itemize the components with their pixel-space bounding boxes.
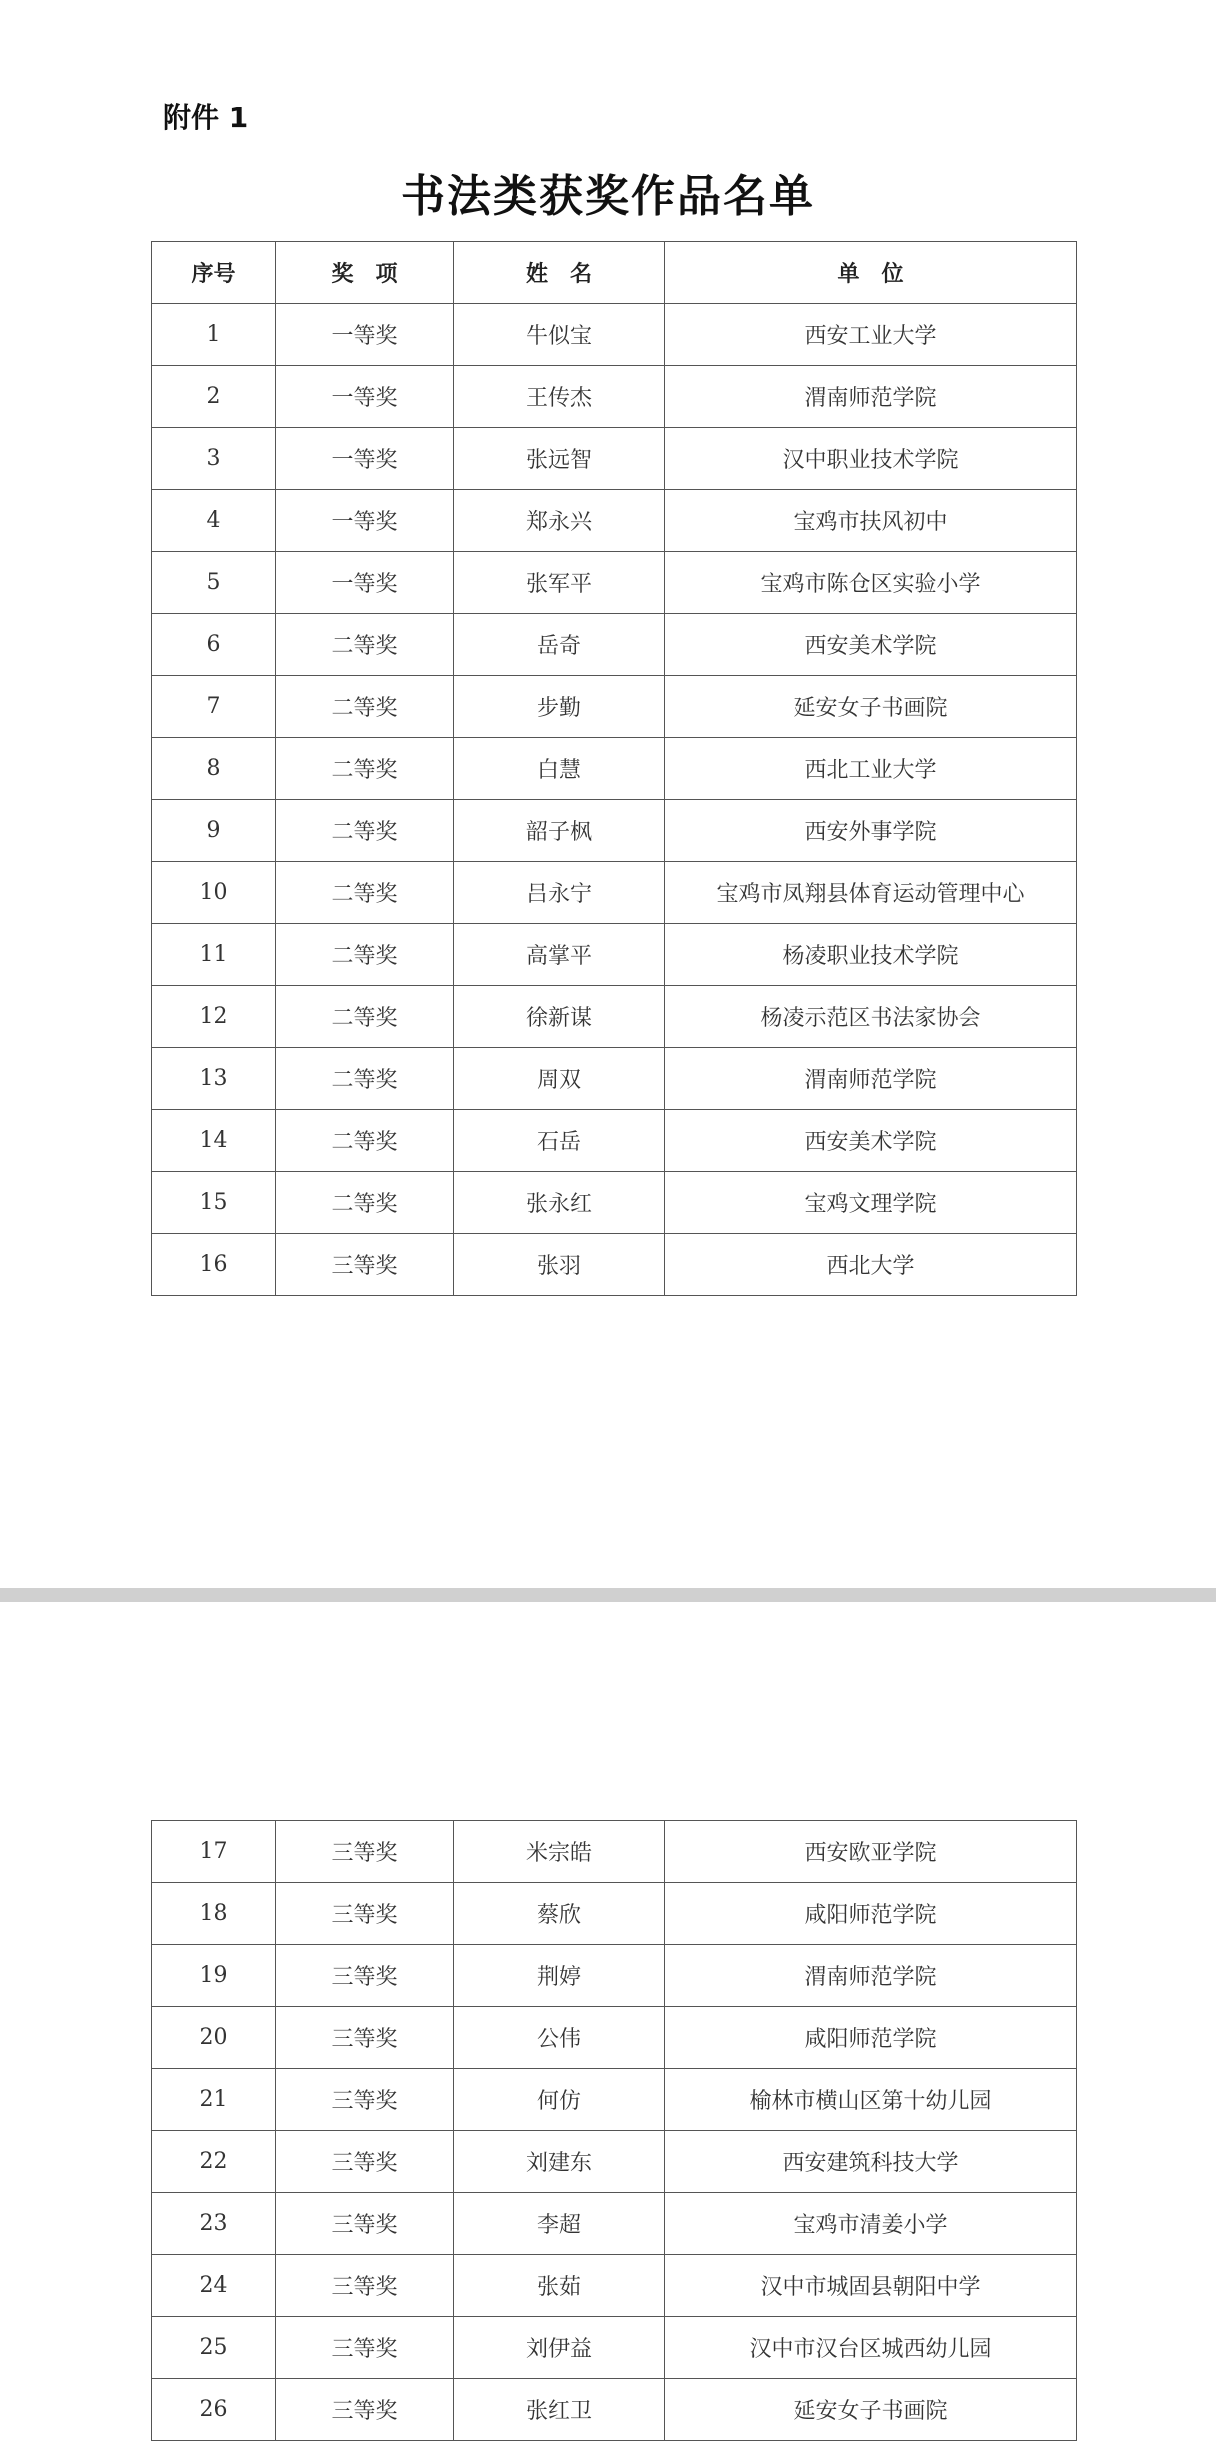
cell-award: 二等奖	[276, 800, 454, 862]
table-row	[152, 1821, 1077, 1883]
table-row	[152, 862, 1077, 924]
cell-index: 12	[152, 986, 276, 1048]
cell-name: 牛似宝	[454, 304, 665, 366]
header-award: 奖 项	[276, 242, 454, 304]
table-row	[152, 614, 1077, 676]
cell-name: 徐新谋	[454, 986, 665, 1048]
cell-name: 郑永兴	[454, 490, 665, 552]
cell-index: 11	[152, 924, 276, 986]
header-index: 序号	[152, 242, 276, 304]
cell-award: 一等奖	[276, 552, 454, 614]
cell-unit: 杨凌职业技术学院	[665, 924, 1077, 986]
page-divider	[0, 1588, 1216, 1602]
cell-index: 26	[152, 2379, 276, 2441]
cell-name: 岳奇	[454, 614, 665, 676]
cell-unit: 宝鸡文理学院	[665, 1172, 1077, 1234]
cell-unit: 宝鸡市陈仓区实验小学	[665, 552, 1077, 614]
cell-name: 张远智	[454, 428, 665, 490]
cell-award: 三等奖	[276, 1945, 454, 2007]
table-row	[152, 1048, 1077, 1110]
cell-unit: 渭南师范学院	[665, 1945, 1077, 2007]
cell-award: 三等奖	[276, 2069, 454, 2131]
cell-award: 二等奖	[276, 1172, 454, 1234]
cell-name: 荆婷	[454, 1945, 665, 2007]
cell-name: 李超	[454, 2193, 665, 2255]
table-row	[152, 1234, 1077, 1296]
cell-unit: 汉中市汉台区城西幼儿园	[665, 2317, 1077, 2379]
cell-award: 二等奖	[276, 676, 454, 738]
cell-award: 二等奖	[276, 614, 454, 676]
cell-index: 5	[152, 552, 276, 614]
cell-index: 10	[152, 862, 276, 924]
table-header-row	[152, 242, 1077, 304]
cell-unit: 西安欧亚学院	[665, 1821, 1077, 1883]
cell-award: 一等奖	[276, 304, 454, 366]
cell-award: 三等奖	[276, 2255, 454, 2317]
cell-index: 15	[152, 1172, 276, 1234]
cell-award: 一等奖	[276, 490, 454, 552]
table-row	[152, 2193, 1077, 2255]
cell-name: 吕永宁	[454, 862, 665, 924]
awards-table-page-2	[151, 1820, 1077, 2441]
cell-award: 二等奖	[276, 1048, 454, 1110]
table-row	[152, 552, 1077, 614]
cell-index: 7	[152, 676, 276, 738]
cell-award: 一等奖	[276, 366, 454, 428]
cell-name: 张红卫	[454, 2379, 665, 2441]
header-unit: 单 位	[665, 242, 1077, 304]
cell-award: 三等奖	[276, 1234, 454, 1296]
table-row	[152, 2069, 1077, 2131]
cell-index: 24	[152, 2255, 276, 2317]
table-row	[152, 2131, 1077, 2193]
table-row	[152, 2317, 1077, 2379]
attachment-label: 附件 1	[163, 101, 249, 134]
cell-award: 二等奖	[276, 986, 454, 1048]
cell-unit: 咸阳师范学院	[665, 1883, 1077, 1945]
cell-award: 三等奖	[276, 1883, 454, 1945]
table-row	[152, 490, 1077, 552]
cell-award: 三等奖	[276, 2131, 454, 2193]
cell-name: 张永红	[454, 1172, 665, 1234]
cell-unit: 榆林市横山区第十幼儿园	[665, 2069, 1077, 2131]
cell-name: 蔡欣	[454, 1883, 665, 1945]
cell-name: 步勤	[454, 676, 665, 738]
cell-index: 1	[152, 304, 276, 366]
header-name: 姓 名	[454, 242, 665, 304]
cell-name: 米宗皓	[454, 1821, 665, 1883]
cell-index: 23	[152, 2193, 276, 2255]
table-row	[152, 2379, 1077, 2441]
cell-unit: 渭南师范学院	[665, 1048, 1077, 1110]
table-row	[152, 2007, 1077, 2069]
cell-index: 8	[152, 738, 276, 800]
cell-unit: 西安建筑科技大学	[665, 2131, 1077, 2193]
cell-unit: 咸阳师范学院	[665, 2007, 1077, 2069]
cell-name: 白慧	[454, 738, 665, 800]
cell-award: 三等奖	[276, 1821, 454, 1883]
cell-index: 14	[152, 1110, 276, 1172]
cell-unit: 杨凌示范区书法家协会	[665, 986, 1077, 1048]
cell-index: 3	[152, 428, 276, 490]
cell-award: 二等奖	[276, 1110, 454, 1172]
cell-unit: 西安外事学院	[665, 800, 1077, 862]
cell-name: 刘建东	[454, 2131, 665, 2193]
cell-index: 16	[152, 1234, 276, 1296]
cell-unit: 宝鸡市凤翔县体育运动管理中心	[665, 862, 1077, 924]
table-body-page-1	[152, 304, 1077, 1296]
cell-name: 张茹	[454, 2255, 665, 2317]
cell-award: 二等奖	[276, 862, 454, 924]
cell-unit: 西安美术学院	[665, 614, 1077, 676]
cell-name: 何仿	[454, 2069, 665, 2131]
cell-name: 周双	[454, 1048, 665, 1110]
table-row	[152, 1172, 1077, 1234]
cell-unit: 汉中职业技术学院	[665, 428, 1077, 490]
cell-index: 22	[152, 2131, 276, 2193]
cell-name: 王传杰	[454, 366, 665, 428]
cell-index: 18	[152, 1883, 276, 1945]
cell-unit: 西北大学	[665, 1234, 1077, 1296]
cell-name: 张羽	[454, 1234, 665, 1296]
cell-index: 13	[152, 1048, 276, 1110]
cell-award: 三等奖	[276, 2193, 454, 2255]
cell-index: 9	[152, 800, 276, 862]
cell-name: 公伟	[454, 2007, 665, 2069]
cell-name: 石岳	[454, 1110, 665, 1172]
cell-award: 一等奖	[276, 428, 454, 490]
document-page-2	[0, 1602, 1216, 2459]
table-row	[152, 800, 1077, 862]
cell-name: 韶子枫	[454, 800, 665, 862]
table-row	[152, 924, 1077, 986]
cell-unit: 西安美术学院	[665, 1110, 1077, 1172]
cell-unit: 宝鸡市扶风初中	[665, 490, 1077, 552]
cell-index: 21	[152, 2069, 276, 2131]
cell-unit: 延安女子书画院	[665, 2379, 1077, 2441]
cell-award: 三等奖	[276, 2379, 454, 2441]
table-row	[152, 2255, 1077, 2317]
cell-award: 二等奖	[276, 738, 454, 800]
cell-unit: 宝鸡市清姜小学	[665, 2193, 1077, 2255]
cell-unit: 延安女子书画院	[665, 676, 1077, 738]
table-row	[152, 986, 1077, 1048]
table-row	[152, 1945, 1077, 2007]
table-row	[152, 676, 1077, 738]
table-row	[152, 304, 1077, 366]
table-row	[152, 366, 1077, 428]
cell-award: 二等奖	[276, 924, 454, 986]
table-row	[152, 1883, 1077, 1945]
cell-unit: 汉中市城固县朝阳中学	[665, 2255, 1077, 2317]
table-row	[152, 738, 1077, 800]
table-row	[152, 1110, 1077, 1172]
cell-unit: 渭南师范学院	[665, 366, 1077, 428]
cell-name: 高掌平	[454, 924, 665, 986]
cell-index: 4	[152, 490, 276, 552]
document-title: 书法类获奖作品名单	[401, 171, 815, 222]
cell-index: 19	[152, 1945, 276, 2007]
cell-unit: 西北工业大学	[665, 738, 1077, 800]
cell-index: 25	[152, 2317, 276, 2379]
cell-award: 三等奖	[276, 2007, 454, 2069]
cell-index: 6	[152, 614, 276, 676]
cell-index: 2	[152, 366, 276, 428]
cell-index: 17	[152, 1821, 276, 1883]
cell-unit: 西安工业大学	[665, 304, 1077, 366]
awards-table-page-1	[151, 241, 1077, 1296]
cell-index: 20	[152, 2007, 276, 2069]
cell-award: 三等奖	[276, 2317, 454, 2379]
cell-name: 张军平	[454, 552, 665, 614]
table-row	[152, 428, 1077, 490]
cell-name: 刘伊益	[454, 2317, 665, 2379]
table-body-page-2	[152, 1821, 1077, 2441]
